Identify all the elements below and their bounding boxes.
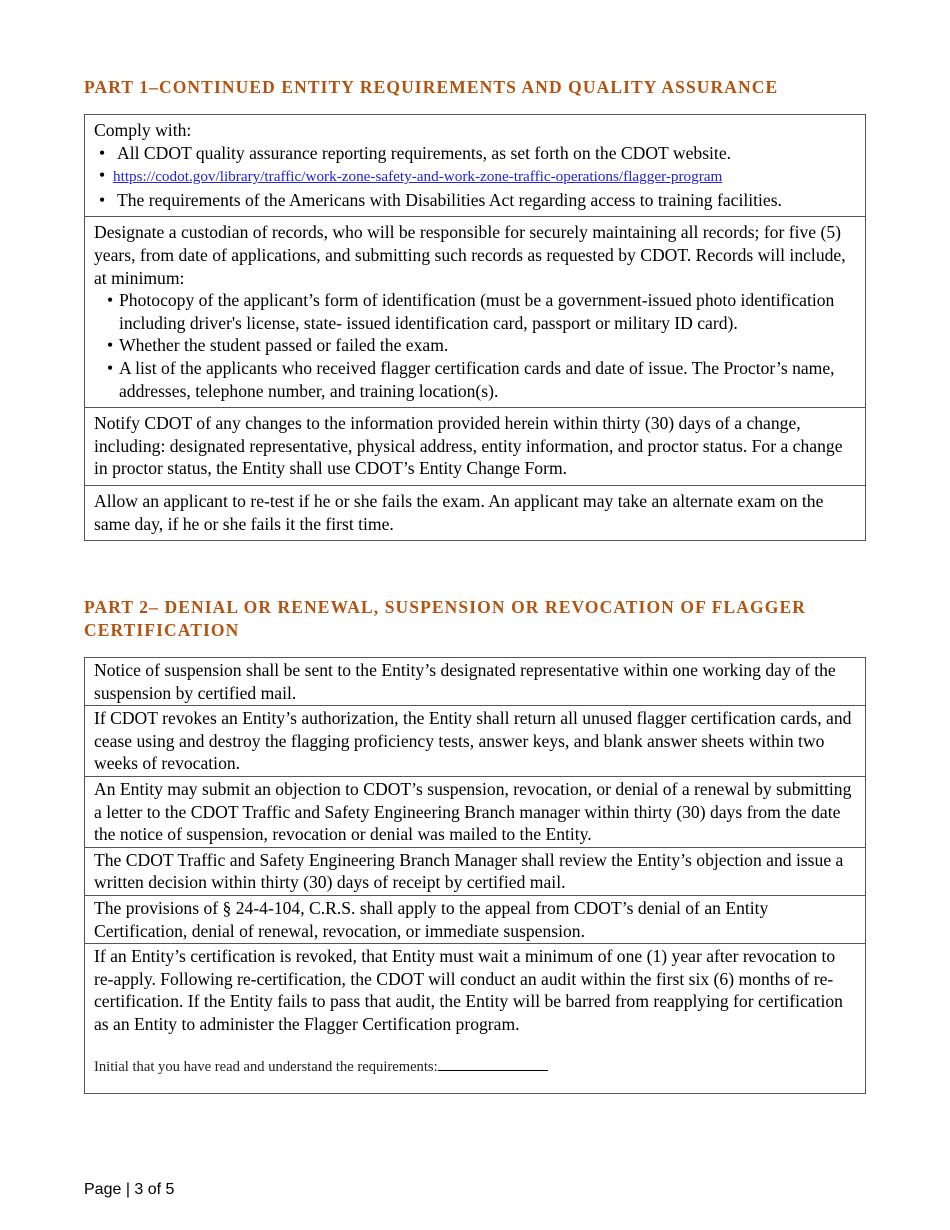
part1-requirements-table bbox=[84, 114, 866, 541]
custodian-item: • A list of the applicants who received flagger certification cards and date of issue. The Proctor’s name, addresses, telephone number, and training location(s). bbox=[94, 357, 857, 402]
part2-row: The provisions of § 24-4-104, C.R.S. shall apply to the appeal from CDOT’s denial of an Entity Certification, denial of renewal, revocation, or immediate suspension. bbox=[85, 895, 865, 943]
initial-line bbox=[94, 1056, 857, 1079]
comply-item: • All CDOT quality assurance reporting requirements, as set forth on the CDOT website. bbox=[94, 142, 857, 165]
part1-heading: PART 1–CONTINUED ENTITY REQUIREMENTS AND QUALITY ASSURANCE bbox=[84, 77, 779, 97]
custodian-item: • Photocopy of the applicant’s form of identification (must be a government-issued photo identification including driver's license, state- issued identification card, passport or military ID card). bbox=[94, 289, 857, 334]
part2-last-row bbox=[85, 943, 865, 1093]
part2-requirements-table bbox=[84, 657, 866, 1094]
comply-list bbox=[94, 142, 857, 212]
comply-intro: Comply with: bbox=[94, 120, 192, 140]
notify-cell: Notify CDOT of any changes to the information provided herein within thirty (30) days of a change, including: designated representative, physical address, entity information, and proctor status. For a change in proctor status, the Entity shall use CDOT’s Entity Change Form. bbox=[85, 407, 865, 485]
comply-cell bbox=[85, 115, 865, 216]
part2-row: An Entity may submit an objection to CDOT’s suspension, revocation, or denial of a renewal by submitting a letter to the CDOT Traffic and Safety Engineering Branch manager within thirty (30) days from the date the notice of suspension, revocation or denial was mailed to the Entity. bbox=[85, 776, 865, 847]
custodian-list bbox=[94, 289, 857, 402]
part2-row: If CDOT revokes an Entity’s authorization, the Entity shall return all unused flagger certification cards, and cease using and destroy the flagging proficiency tests, answer keys, and blank answer sheets within two weeks of revocation. bbox=[85, 705, 865, 776]
revocation-text: If an Entity’s certification is revoked, that Entity must wait a minimum of one (1) year after revocation to re-apply. Following re-certification, the CDOT will conduct an audit within the first six (6) months of re-certification. If the Entity fails to pass that audit, the Entity will be barred from reapplying for certification as an Entity to administer the Flagger Certification program. bbox=[94, 946, 843, 1034]
custodian-intro: Designate a custodian of records, who will be responsible for securely maintaining all records; for five (5) years, from date of applications, and submitting such records as requested by CDOT. Records will include, at minimum: bbox=[94, 222, 846, 288]
part2-heading: PART 2– DENIAL OR RENEWAL, SUSPENSION OR REVOCATION OF FLAGGER CERTIFICATION bbox=[84, 597, 806, 640]
part2-row: Notice of suspension shall be sent to the Entity’s designated representative within one working day of the suspension by certified mail. bbox=[94, 660, 836, 703]
initial-blank-field[interactable] bbox=[438, 1069, 548, 1071]
custodian-item: • Whether the student passed or failed the exam. bbox=[94, 334, 857, 357]
custodian-cell bbox=[85, 216, 865, 407]
retest-cell: Allow an applicant to re-test if he or she fails the exam. An applicant may take an alternate exam on the same day, if he or she fails it the first time. bbox=[85, 485, 865, 540]
flagger-program-link[interactable]: https://codot.gov/library/traffic/work-zone-safety-and-work-zone-traffic-operations/flagger-program bbox=[113, 168, 723, 186]
part2-row: The CDOT Traffic and Safety Engineering Branch Manager shall review the Entity’s objection and issue a written decision within thirty (30) days of receipt by certified mail. bbox=[85, 847, 865, 895]
comply-item: • The requirements of the Americans with Disabilities Act regarding access to training facilities. bbox=[94, 189, 857, 212]
comply-item-link bbox=[94, 164, 857, 189]
page-number: Page | 3 of 5 bbox=[84, 1181, 175, 1198]
initial-label: Initial that you have read and understand the requirements: bbox=[94, 1058, 438, 1075]
